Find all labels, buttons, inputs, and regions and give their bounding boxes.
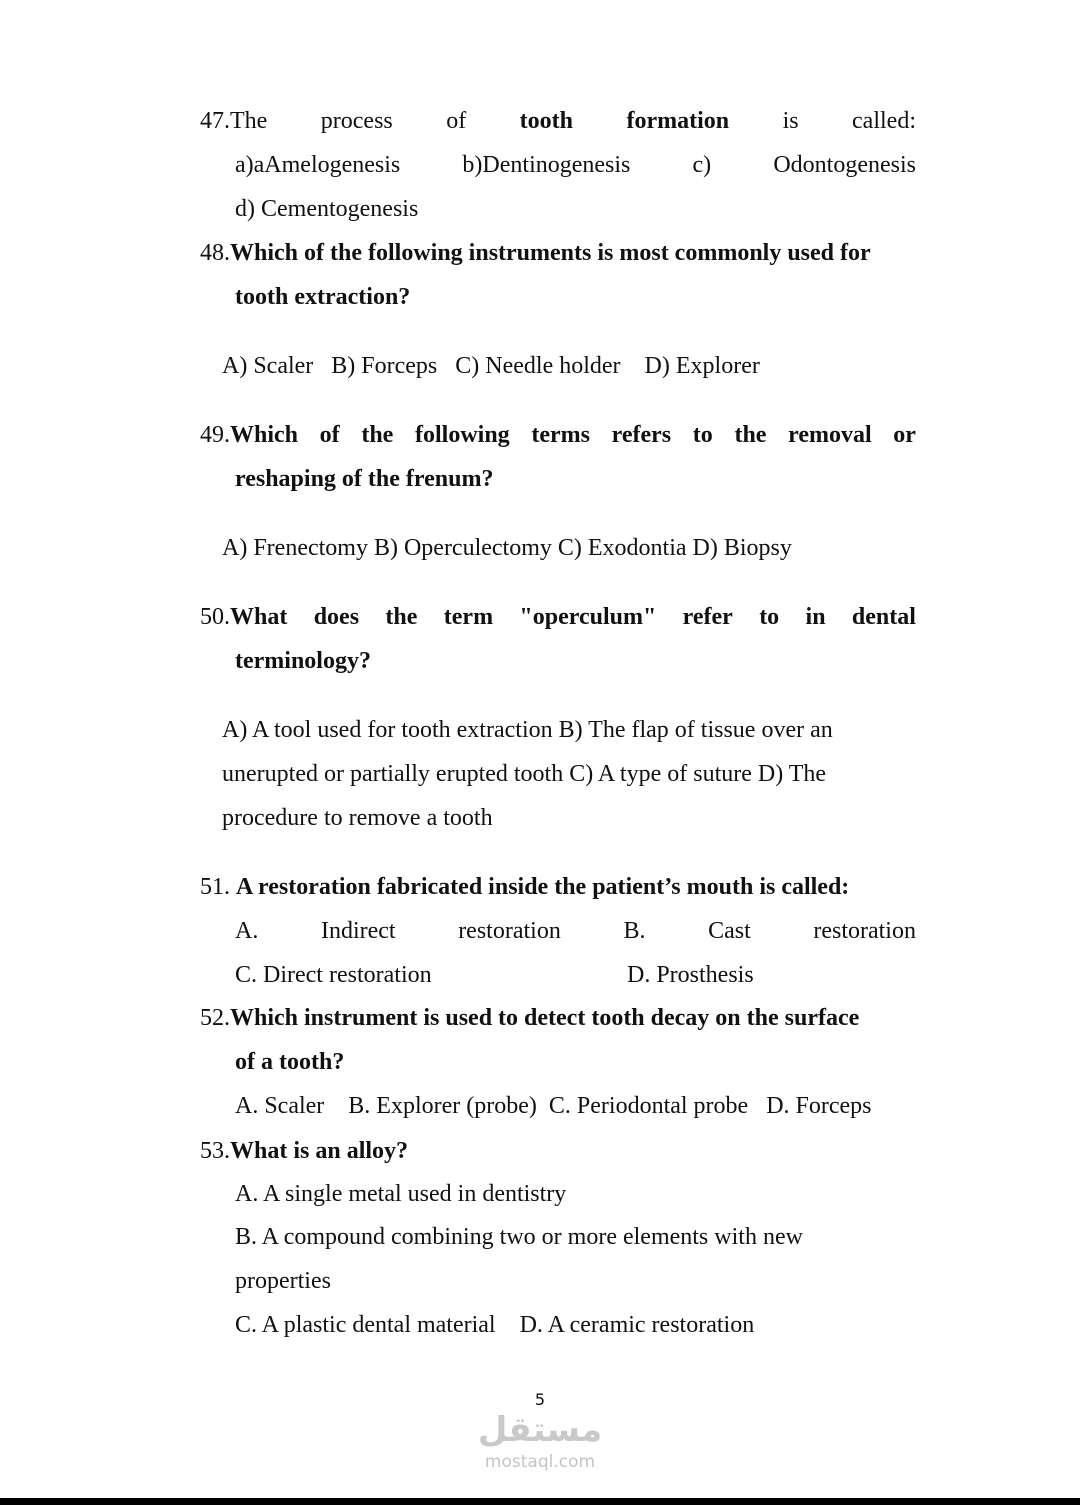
q51-options-row — [235, 916, 916, 946]
question-text-continued: terminology? — [235, 648, 371, 674]
question-text — [230, 602, 916, 632]
q53-option-b: B. A compound combining two or more elements with new — [235, 1224, 803, 1250]
question-text: Which of the following instruments is most commonly used for — [230, 240, 871, 266]
q47-option: c) — [692, 152, 712, 178]
q52-options: A. Scaler B. Explorer (probe) C. Periodontal probe D. Forceps — [235, 1093, 872, 1119]
q50-word: What — [230, 604, 288, 630]
q51-option: Cast — [708, 918, 751, 944]
q47-options-row — [235, 150, 916, 180]
q47-word: called: — [852, 108, 916, 134]
q49-word: the — [734, 422, 767, 448]
q47-option: Odontogenesis — [773, 152, 916, 178]
question-50 — [200, 602, 916, 632]
question-text-continued: tooth extraction? — [235, 284, 411, 310]
q47-option: a)aAmelogenesis — [235, 152, 401, 178]
q49-word: of — [319, 422, 340, 448]
q50-word: "operculum" — [519, 604, 657, 630]
q50-word: dental — [851, 604, 916, 630]
question-49 — [200, 420, 916, 450]
question-number: 49. — [200, 422, 230, 448]
question-text: A restoration fabricated inside the patient’s mouth is called: — [236, 874, 850, 900]
q49-word: refers — [611, 422, 672, 448]
question-number: 50. — [200, 604, 230, 630]
question-number: 52. — [200, 1005, 230, 1031]
question-text — [230, 420, 916, 450]
q47-word: of — [446, 108, 467, 134]
question-number: 51. — [200, 874, 236, 900]
watermark-url: mostaql.com — [484, 1452, 596, 1472]
q49-word: or — [893, 422, 916, 448]
question-53 — [200, 1136, 408, 1166]
q51-option-d: D. Prosthesis — [627, 962, 754, 988]
question-51 — [200, 872, 849, 902]
q50-options-line: unerupted or partially erupted tooth C) A type of suture D) The — [222, 761, 827, 787]
question-47 — [200, 106, 916, 136]
question-48 — [200, 238, 871, 268]
q47-word: is — [782, 108, 799, 134]
watermark-logo: مستقل — [477, 1410, 603, 1450]
question-text: What is an alloy? — [230, 1138, 409, 1164]
q50-word: the — [385, 604, 418, 630]
q51-option: A. — [235, 918, 259, 944]
q50-word: refer — [682, 604, 733, 630]
q50-options-line: procedure to remove a tooth — [222, 805, 493, 831]
question-text-continued: of a tooth? — [235, 1049, 345, 1075]
q49-word: following — [414, 422, 510, 448]
q50-word: to — [759, 604, 780, 630]
q47-option-d: d) Cementogenesis — [235, 196, 419, 222]
q47-word: formation — [626, 108, 730, 134]
question-text: Which instrument is used to detect tooth decay on the surface — [230, 1005, 860, 1031]
q51-option: restoration — [813, 918, 916, 944]
q51-option: Indirect — [320, 918, 396, 944]
q53-option-a: A. A single metal used in dentistry — [235, 1181, 567, 1207]
q51-option: restoration — [458, 918, 561, 944]
question-text-continued: reshaping of the frenum? — [235, 466, 494, 492]
q51-option: B. — [623, 918, 646, 944]
q50-word: does — [313, 604, 360, 630]
question-number: 53. — [200, 1138, 230, 1164]
q49-word: to — [692, 422, 713, 448]
q50-options-line: A) A tool used for tooth extraction B) The flap of tissue over an — [222, 717, 833, 743]
q48-options: A) Scaler B) Forceps C) Needle holder D) Explorer — [222, 353, 760, 379]
q51-option-c: C. Direct restoration — [235, 962, 432, 988]
q47-option: b)Dentinogenesis — [462, 152, 631, 178]
q53-option-b-continued: properties — [235, 1268, 331, 1294]
bottom-border — [0, 1498, 1080, 1505]
q47-word: tooth — [519, 108, 573, 134]
q47-word: 47.The — [200, 108, 268, 134]
page-number: 5 — [534, 1390, 546, 1409]
question-52 — [200, 1003, 859, 1033]
q53-options-cd: C. A plastic dental material D. A ceramic restoration — [235, 1312, 755, 1338]
q49-word: terms — [531, 422, 590, 448]
q49-options: A) Frenectomy B) Operculectomy C) Exodontia D) Biopsy — [222, 535, 792, 561]
q50-word: in — [805, 604, 826, 630]
q47-word: process — [320, 108, 393, 134]
q49-word: the — [361, 422, 394, 448]
q50-word: term — [443, 604, 494, 630]
q49-word: removal — [788, 422, 872, 448]
q49-word: Which — [230, 422, 299, 448]
question-number: 48. — [200, 240, 230, 266]
